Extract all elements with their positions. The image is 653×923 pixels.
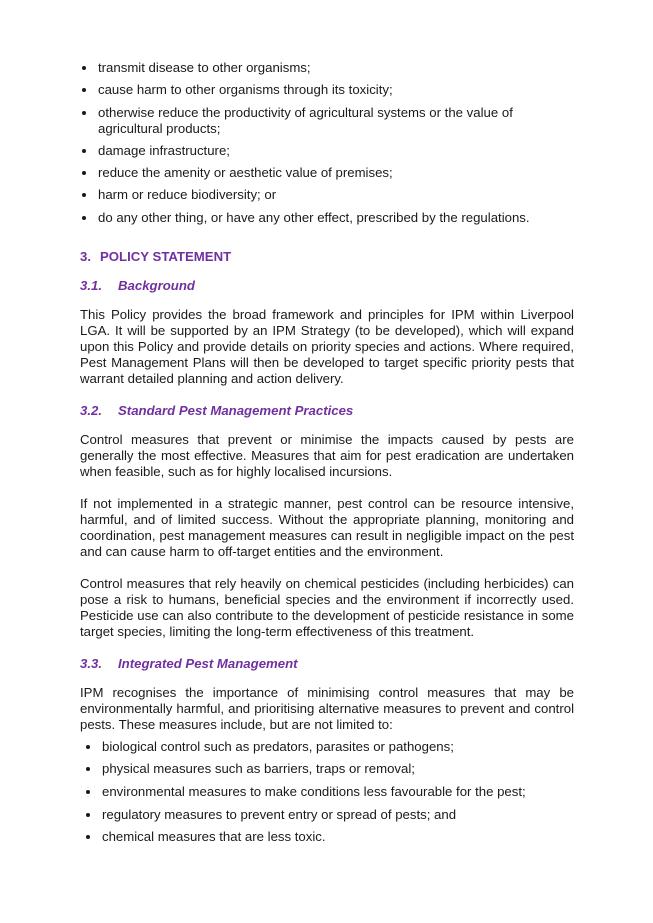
pest-effects-list: [80, 60, 574, 226]
standard-practices-paragraph-2: If not implemented in a strategic manner, pest control can be resource intensive, harmful, and of limited success. Without the appropriate planning, monitoring and coordination, pest management measures can result in negligible impact on the pest and can cause harm to off-target entities and the environment.: [80, 495, 574, 559]
bullet-icon: [86, 790, 90, 794]
list-item: damage infrastructure;: [80, 143, 574, 159]
list-item: physical measures such as barriers, traps or removal;: [80, 761, 574, 777]
subsection-heading-ipm: 3.3. Integrated Pest Management: [80, 655, 298, 671]
background-paragraph: This Policy provides the broad framework and principles for IPM within Liverpool LGA. It will be supported by an IPM Strategy (to be developed), which will expand upon this Policy and provide details on priority species and actions. Where required, Pest Management Plans will then be developed to target specific priority pests that warrant detailed planning and action delivery.: [80, 306, 574, 386]
list-item: chemical measures that are less toxic.: [80, 829, 574, 845]
bullet-icon: [86, 813, 90, 817]
list-item: do any other thing, or have any other effect, prescribed by the regulations.: [80, 210, 574, 226]
bullet-icon: [82, 66, 86, 70]
section-heading-policy-statement: 3. POLICY STATEMENT: [80, 248, 232, 264]
list-item: transmit disease to other organisms;: [80, 60, 574, 76]
bullet-icon: [82, 149, 86, 153]
ipm-intro-paragraph: IPM recognises the importance of minimising control measures that may be environmentally harmful, and prioritising alternative measures to prevent and control pests. These measures include, but are not limited to:: [80, 684, 574, 732]
list-item: cause harm to other organisms through its toxicity;: [80, 82, 574, 98]
page-content: [80, 60, 574, 852]
list-item: reduce the amenity or aesthetic value of premises;: [80, 165, 574, 181]
bullet-icon: [86, 745, 90, 749]
list-item: harm or reduce biodiversity; or: [80, 187, 574, 203]
bullet-icon: [82, 193, 86, 197]
standard-practices-paragraph-3: Control measures that rely heavily on chemical pesticides (including herbicides) can pose a risk to humans, beneficial species and the environment if incorrectly used. Pesticide use can also contribute to the development of pesticide resistance in some target species, limiting the long-term effectiveness of this treatment.: [80, 575, 574, 639]
bullet-icon: [86, 767, 90, 771]
bullet-icon: [82, 171, 86, 175]
list-item: biological control such as predators, parasites or pathogens;: [80, 739, 574, 755]
standard-practices-paragraph-1: Control measures that prevent or minimise the impacts caused by pests are generally the most effective. Measures that aim for pest eradication are undertaken when feasible, such as for highly localised incursions.: [80, 431, 574, 479]
bullet-icon: [82, 88, 86, 92]
ipm-measures-list: [80, 739, 574, 845]
list-item: regulatory measures to prevent entry or spread of pests; and: [80, 807, 574, 823]
bullet-icon: [82, 216, 86, 220]
subsection-heading-background: 3.1. Background: [80, 277, 195, 293]
list-item: otherwise reduce the productivity of agricultural systems or the value of agricultural products;: [80, 105, 574, 137]
subsection-heading-standard-practices: 3.2. Standard Pest Management Practices: [80, 402, 354, 418]
bullet-icon: [82, 111, 86, 115]
bullet-icon: [86, 835, 90, 839]
list-item: environmental measures to make conditions less favourable for the pest;: [80, 784, 574, 800]
